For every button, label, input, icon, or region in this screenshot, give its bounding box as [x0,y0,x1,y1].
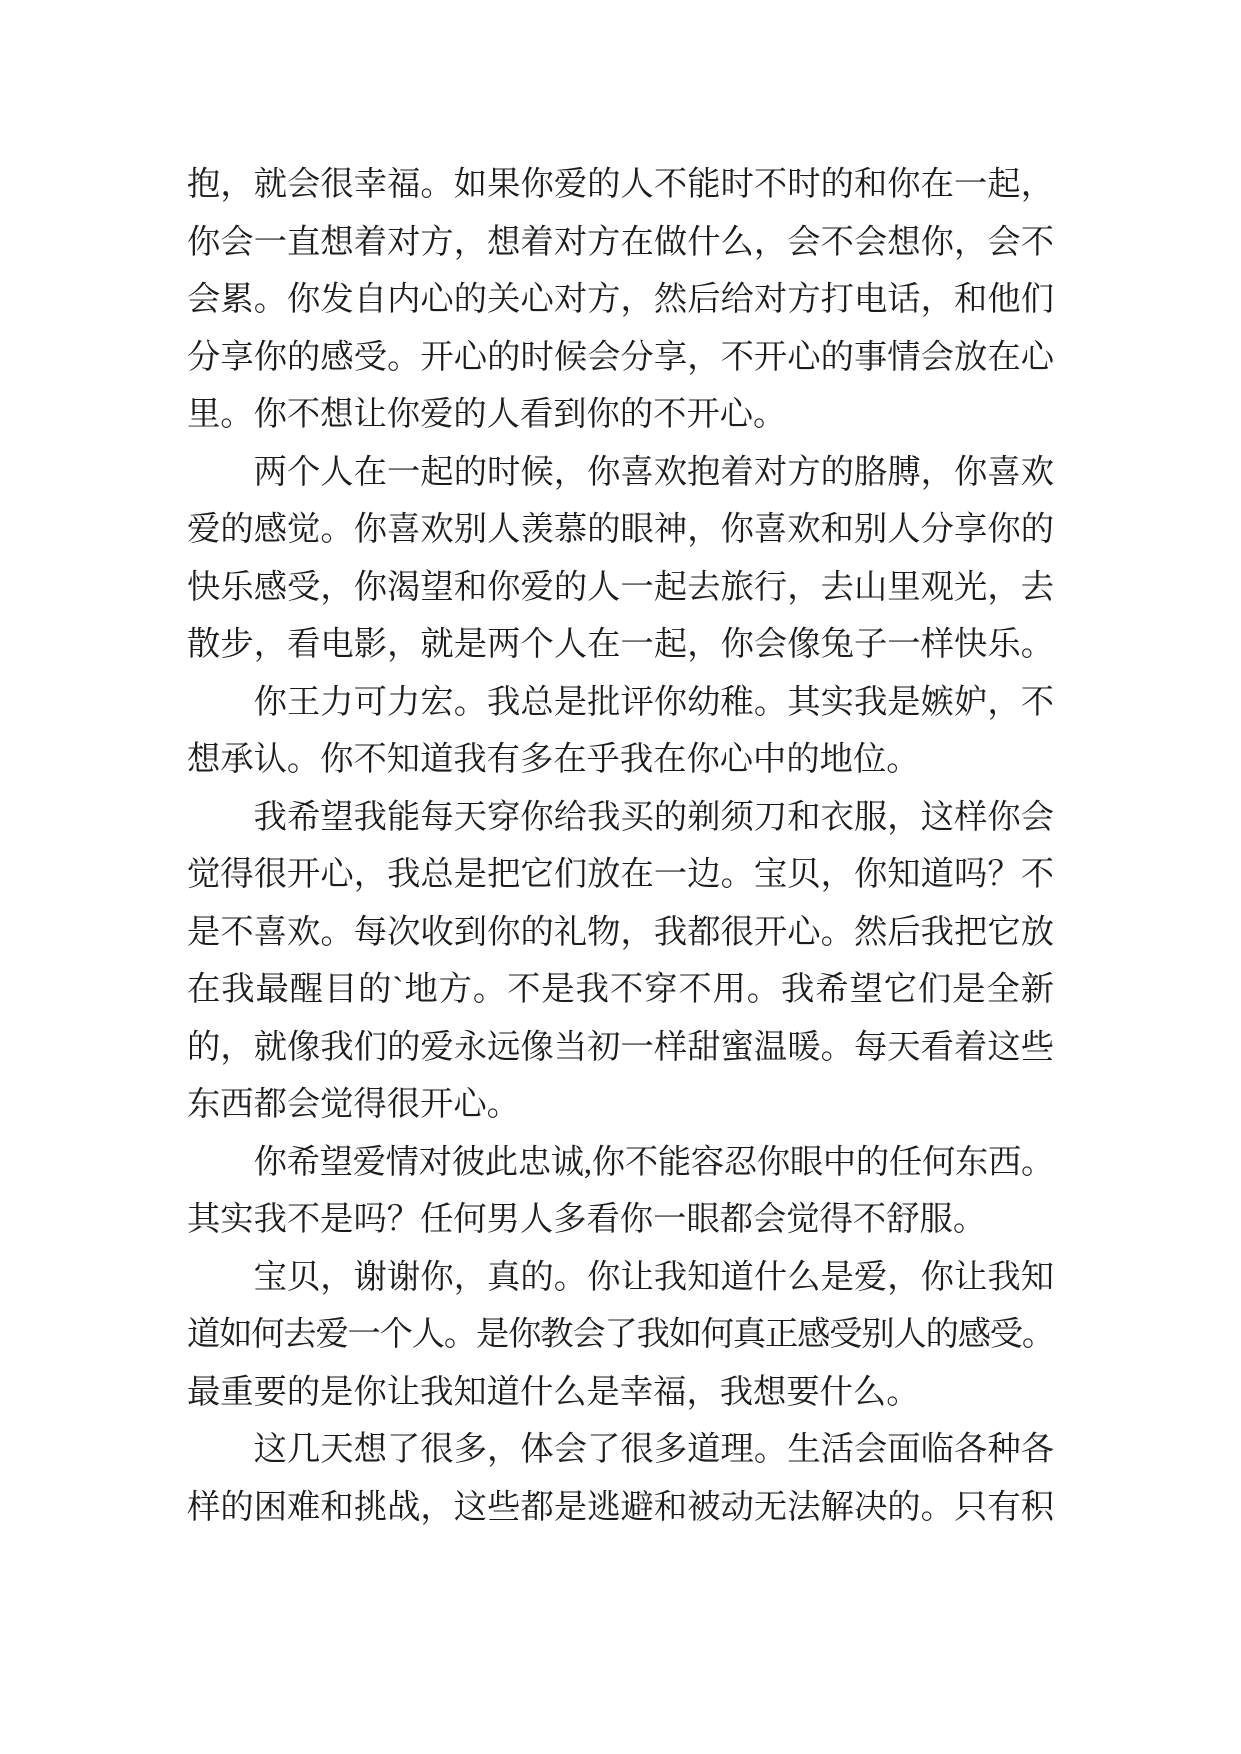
paragraph [187,1421,1054,1536]
text-line: 爱的感觉。你喜欢别人羡慕的眼神，你喜欢和别人分享你的 [187,511,1054,548]
paragraph [187,674,1054,789]
text-line: 的，就像我们的爱永远像当初一样甜蜜温暖。每天看着这些 [187,1028,1054,1066]
text-line: 在我最醒目的`地方。不是我不穿不用。我希望它们是全新 [187,971,1054,1008]
text-line: 你会一直想着对方，想着对方在做什么，会不会想你，会不 [187,223,1054,261]
text-line: 你王力可力宏。我总是批评你幼稚。其实我是嫉妒，不 [253,683,1054,721]
text-line: 样的困难和挑战，这些都是逃避和被动无法解决的。只有积 [187,1488,1054,1526]
text-line: 道如何去爱一个人。是你教会了我如何真正感受别人的感受。 [187,1316,1054,1353]
paragraph [187,1249,1054,1422]
text-line: 宝贝，谢谢你，真的。你让我知道什么是爱，你让我知 [253,1258,1054,1296]
text-line: 你希望爱情对彼此忠诚,你不能容忍你眼中的任何东西。 [253,1143,1054,1181]
text-line: 是不喜欢。每次收到你的礼物，我都很开心。然后我把它放 [187,913,1054,951]
text-line: 两个人在一起的时候，你喜欢抱着对方的胳膊，你喜欢 [253,453,1054,491]
text-line: 最重要的是你让我知道什么是幸福，我想要什么。 [187,1373,920,1411]
text-line: 会累。你发自内心的关心对方，然后给对方打电话，和他们 [187,281,1054,318]
text-line: 其实我不是吗？任何男人多看你一眼都会觉得不舒服。 [187,1201,987,1238]
text-body [187,156,1054,1536]
text-line: 里。你不想让你爱的人看到你的不开心。 [187,396,787,433]
text-line: 想承认。你不知道我有多在乎我在你心中的地位。 [187,741,920,778]
text-line: 快乐感受，你渴望和你爱的人一起去旅行，去山里观光，去 [187,568,1054,606]
text-line: 东西都会觉得很开心。 [187,1086,520,1123]
text-line: 觉得很开心，我总是把它们放在一边。宝贝，你知道吗？不 [187,856,1054,893]
paragraph [187,789,1054,1134]
paragraph-continued [187,156,1054,444]
paragraph [187,444,1054,674]
text-line: 我希望我能每天穿你给我买的剃须刀和衣服，这样你会 [253,798,1054,836]
text-line: 这几天想了很多，体会了很多道理。生活会面临各种各 [253,1431,1054,1468]
text-line: 抱，就会很幸福。如果你爱的人不能时不时的和你在一起， [187,166,1054,203]
paragraph [187,1134,1054,1249]
text-line: 散步，看电影，就是两个人在一起，你会像兔子一样快乐。 [187,626,1054,663]
text-line: 分享你的感受。开心的时候会分享，不开心的事情会放在心 [187,338,1054,376]
